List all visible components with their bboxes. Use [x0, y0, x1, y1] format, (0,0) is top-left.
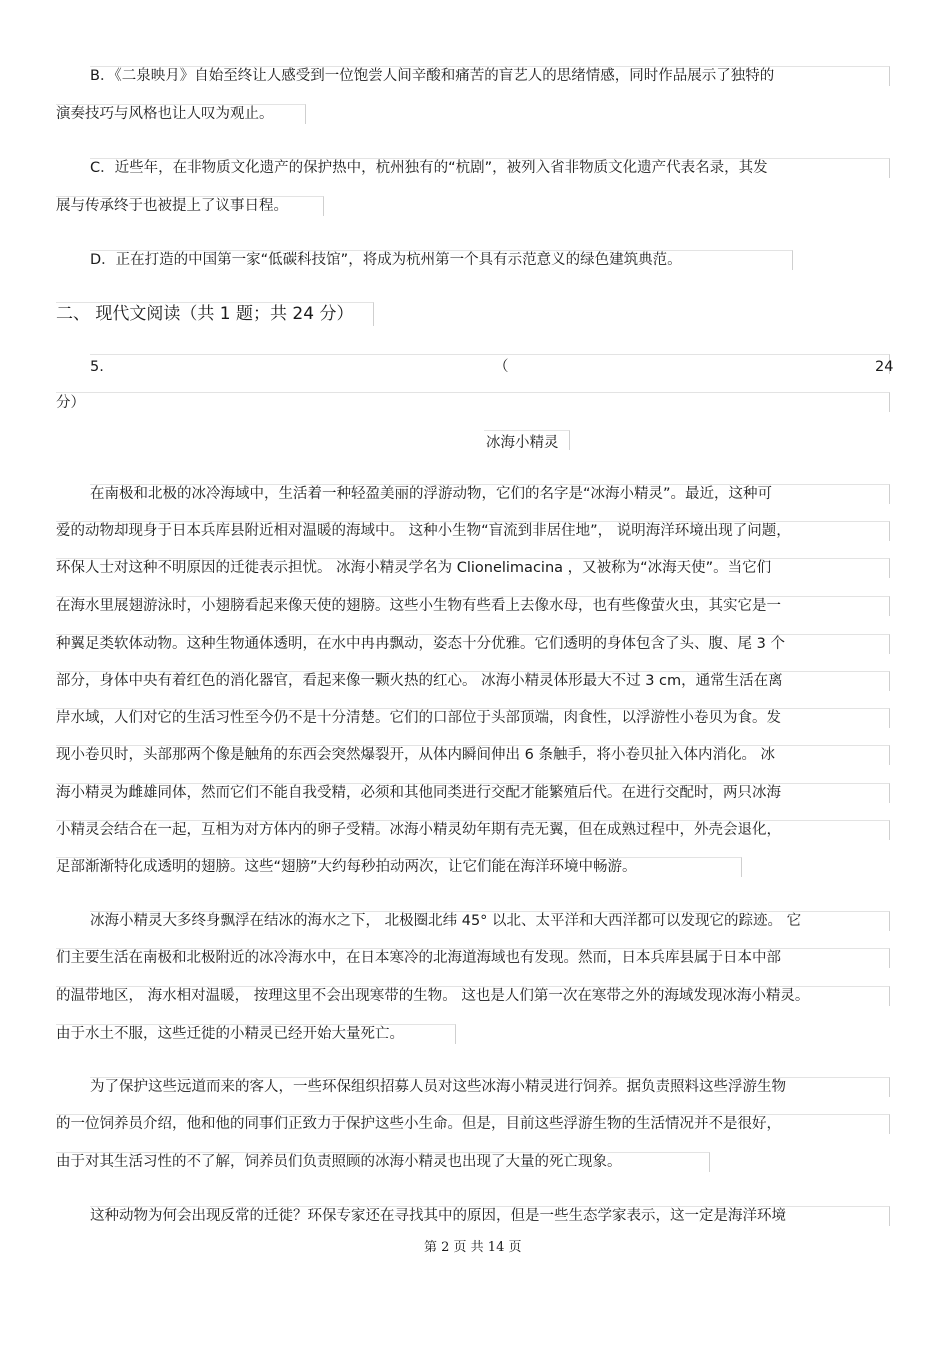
article-line: 们主要生活在南极和北极附近的冰冷海水中，在日本寒冷的北海道海域也有发现。然而，日本兵库县属于日本中部 — [56, 950, 781, 966]
page-footer: 第 2 页 共 14 页 — [424, 1240, 522, 1255]
article-line: 小精灵会结合在一起，互相为对方体内的卵子受精。冰海小精灵幼年期有壳无翼，但在成熟过程中，外壳会退化， — [56, 822, 781, 838]
article-line: 冰海小精灵大多终身飘浮在结冰的海水之下， 北极圈北纬 45° 以北、太平洋和大西洋都可以发现它的踪迹。 它 — [90, 913, 802, 929]
article-line: 部分，身体中央有着红色的消化器官，看起来像一颗火热的红心。 冰海小精灵体形最大不过 3 cm，通常生活在离 — [56, 673, 783, 689]
question-paren: （ — [494, 359, 509, 375]
line-box — [56, 392, 890, 412]
article-line: 海小精灵为雌雄同体，然而它们不能自我受精，必须和其他同类进行交配才能繁殖后代。在进行交配时，两只冰海 — [56, 785, 781, 801]
article-line: 为了保护这些远道而来的客人，一些环保组织招募人员对这些冰海小精灵进行饲养。据负责照料这些浮游生物 — [90, 1079, 786, 1095]
article-line: 环保人士对这种不明原因的迁徙表示担忧。 冰海小精灵学名为 Clionelimacina ，又被称为“冰海天使”。当它们 — [56, 560, 772, 576]
article-line: 这种动物为何会出现反常的迁徙？环保专家还在寻找其中的原因，但是一些生态学家表示，这一定是海洋环境 — [90, 1208, 786, 1224]
article-line: 岸水域，人们对它的生活习性至今仍不是十分清楚。它们的口部位于头部顶端，肉食性，以浮游性小卷贝为食。发 — [56, 710, 781, 726]
article-line: 足部渐渐特化成透明的翅膀。这些“翅膀”大约每秒拍动两次，让它们能在海洋环境中畅游。 — [56, 859, 637, 875]
article-line: 种翼足类软体动物。这种生物通体透明，在水中冉冉飘动，姿态十分优雅。它们透明的身体包含了头、腹、尾 3 个 — [56, 636, 785, 652]
article-line: 的一位饲养员介绍，他和他的同事们正致力于保护这些小生命。但是，目前这些浮游生物的生活情况并不是很好， — [56, 1116, 781, 1132]
article-line: 在南极和北极的冰冷海域中，生活着一种轻盈美丽的浮游动物，它们的名字是“冰海小精灵”。最近，这种可 — [90, 486, 773, 502]
article-line: 在海水里展翅游泳时，小翅膀看起来像天使的翅膀。这些小生物有些看上去像水母，也有些像萤火虫，其实它是一 — [56, 598, 781, 614]
option-b-line-1: B．《二泉映月》自始至终让人感受到一位饱尝人间辛酸和痛苦的盲艺人的思绪情感，同时作品展示了独特的 — [90, 68, 775, 84]
article-line: 爱的动物却现身于日本兵库县附近相对温暖的海域中。 这种小生物“盲流到非居住地”， 说明海洋环境出现了问题， — [56, 523, 791, 539]
option-c-line-2: 展与传承终于也被提上了议事日程。 — [56, 198, 288, 214]
option-d-line-1: D．正在打造的中国第一家“低碳科技馆”，将成为杭州第一个具有示范意义的绿色建筑典范。 — [90, 252, 682, 268]
question-score-unit: 分） — [56, 395, 85, 411]
article-line: 现小卷贝时，头部那两个像是触角的东西会突然爆裂开，从体内瞬间伸出 6 条触手，将小卷贝扯入体内消化。 冰 — [56, 747, 776, 763]
question-number: 5. — [90, 359, 104, 375]
question-score: 24 — [875, 359, 894, 375]
article-line: 由于对其生活习性的不了解，饲养员们负责照顾的冰海小精灵也出现了大量的死亡现象。 — [56, 1154, 622, 1170]
option-c-line-1: C．近些年，在非物质文化遗产的保护热中，杭州独有的“杭剧”，被列入省非物质文化遗产代表名录，其发 — [90, 160, 768, 176]
section-heading: 二、 现代文阅读（共 1 题；共 24 分） — [56, 304, 354, 324]
line-box — [90, 354, 890, 374]
article-line: 的温带地区， 海水相对温暖， 按理这里不会出现寒带的生物。 这也是人们第一次在寒带之外的海域发现冰海小精灵。 — [56, 988, 810, 1004]
article-line: 由于水土不服，这些迁徙的小精灵已经开始大量死亡。 — [56, 1026, 404, 1042]
article-title: 冰海小精灵 — [486, 435, 559, 451]
option-b-line-2: 演奏技巧与风格也让人叹为观止。 — [56, 106, 274, 122]
